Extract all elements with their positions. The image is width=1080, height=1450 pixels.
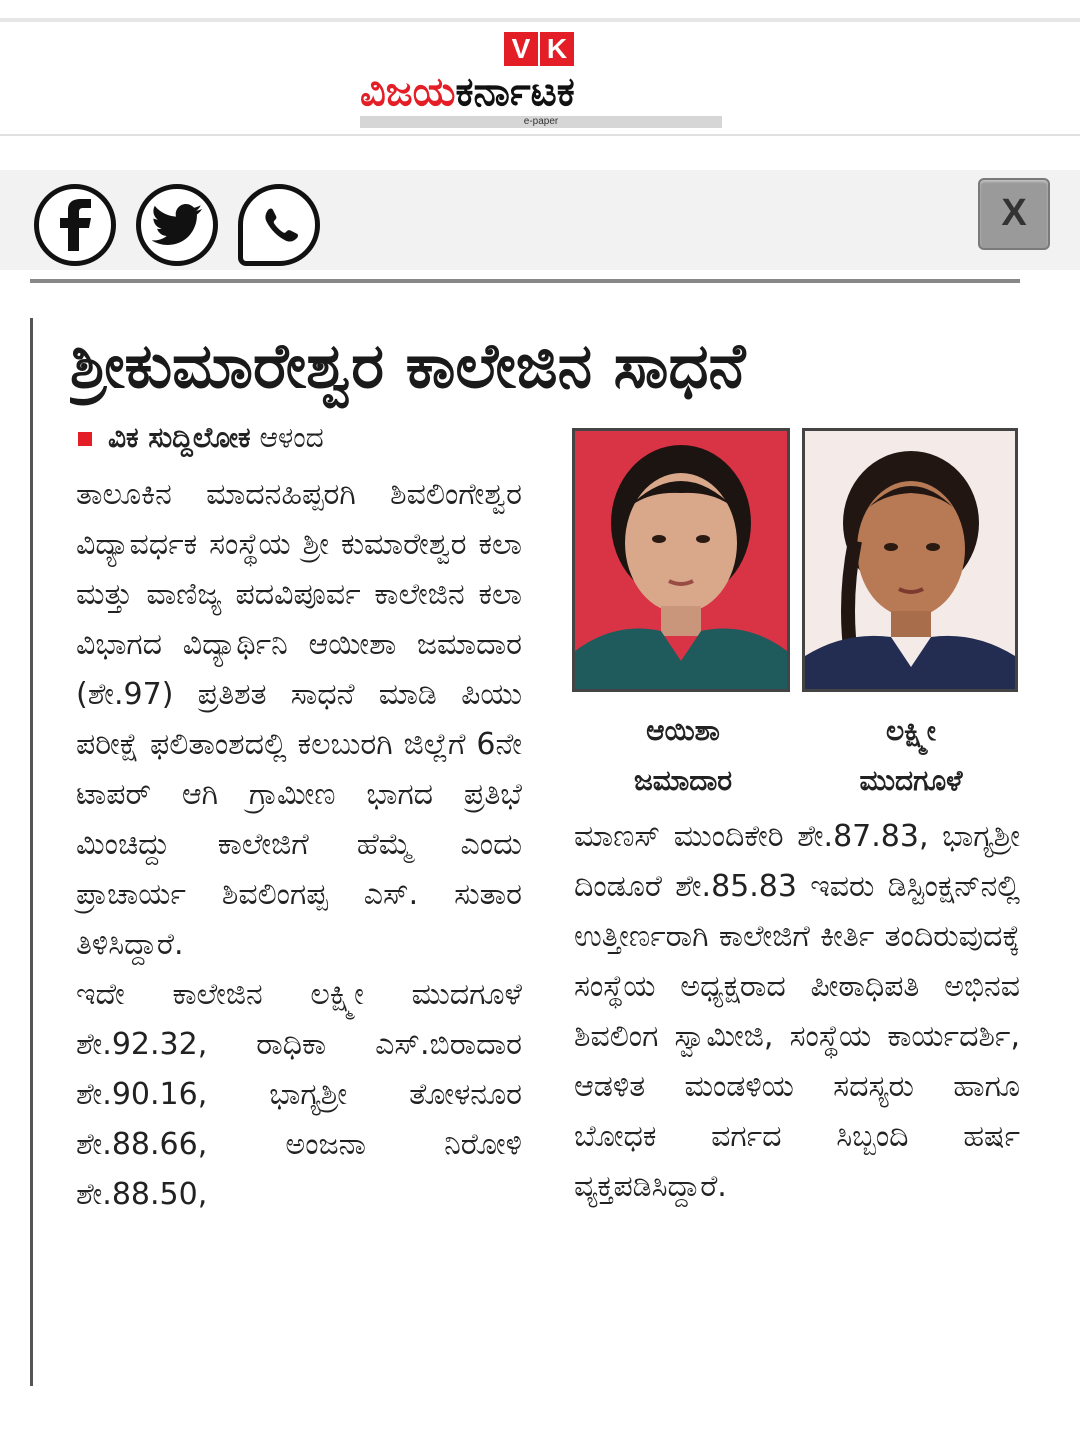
epaper-header	[0, 0, 1080, 138]
vijaya-karnataka-logo[interactable]	[360, 30, 722, 126]
caption-last-name: ಮುದಗೂಳೆ	[859, 764, 963, 797]
student-photo-ayisha	[572, 428, 790, 692]
student-photo-lakshmi	[802, 428, 1018, 692]
facebook-share-button[interactable]	[34, 184, 116, 266]
byline-place: ಆಳಂದ	[259, 421, 324, 454]
caption-first-name: ಆಯಿಶಾ	[646, 714, 720, 747]
article-paragraph: ಮಾಣಸ್ ಮುಂದಿಕೇರಿ ಶೇ.87.83, ಭಾಗ್ಯಶ್ರೀ ದಿಂಡೂರೆ ಶೇ.85.83 ಇವರು ಡಿಸ್ಟಿಂಕ್ಷನ್‌ನಲ್ಲಿ ಉತ್ತೀರ್ಣರಾಗಿ ಕಾಲೇಜಿಗೆ ಕೀರ್ತಿ ತಂದಿರುವುದಕ್ಕೆ ಸಂಸ್ಥೆಯ ಅಧ್ಯಕ್ಷರಾದ ಪೀಠಾಧಿಪತಿ ಅಭಿನವ ಶಿವಲಿಂಗ ಸ್ವಾಮೀಜಿ, ಸಂಸ್ಥೆಯ ಕಾರ್ಯದರ್ಶಿ, ಆಡಳಿತ ಮಂಡಳಿಯ ಸದಸ್ಯರು ಹಾಗೂ ಬೋಧಕ ವರ್ಗದ ಸಿಬ್ಬಂದಿ ಹರ್ಷ ವ್ಯಕ್ತಪಡಿಸಿದ್ದಾರೆ.	[574, 819, 1020, 1204]
column-rule	[30, 318, 33, 1386]
facebook-icon	[55, 199, 95, 251]
header-bottom-line	[0, 134, 1080, 136]
article-paragraph: ಇದೇ ಕಾಲೇಜಿನ ಲಕ್ಷ್ಮೀ ಮುದಗೂಳೆ ಶೇ.92.32, ರಾಧಿಕಾ ಎಸ್.ಬಿರಾದಾರ ಶೇ.90.16, ಭಾಗ್ಯಶ್ರೀ ತೋಳನೂರ ಶೇ.88.66, ಅಂಜನಾ ನಿರೋಳಿ ಶೇ.88.50,	[76, 977, 522, 1212]
logo-epaper-label: e-paper	[360, 116, 722, 128]
logo-k: K	[540, 32, 574, 66]
whatsapp-icon	[256, 202, 302, 248]
logo-word-vijaya: ವಿಜಯ	[360, 69, 456, 115]
whatsapp-share-button[interactable]	[238, 184, 320, 266]
student-portrait-2	[805, 431, 1015, 689]
logo-v: V	[504, 32, 538, 66]
student-portrait-1	[575, 431, 787, 689]
photo-caption-1	[578, 706, 788, 806]
section-divider	[30, 279, 1020, 283]
logo-vk-badge	[504, 32, 574, 66]
close-button[interactable]: X	[978, 178, 1050, 250]
article-paragraph: ತಾಲೂಕಿನ ಮಾದನಹಿಪ್ಪರಗಿ ಶಿವಲಿಂಗೇಶ್ವರ ವಿದ್ಯಾವರ್ಧಕ ಸಂಸ್ಥೆಯ ಶ್ರೀ ಕುಮಾರೇಶ್ವರ ಕಲಾ ಮತ್ತು ವಾಣಿಜ್ಯ ಪದವಿಪೂರ್ವ ಕಾಲೇಜಿನ ಕಲಾ ವಿಭಾಗದ ವಿದ್ಯಾರ್ಥಿನಿ ಆಯೀಶಾ ಜಮಾದಾರ (ಶೇ.97) ಪ್ರತಿಶತ ಸಾಧನೆ ಮಾಡಿ ಪಿಯು ಪರೀಕ್ಷೆ ಫಲಿತಾಂಶದಲ್ಲಿ ಕಲಬುರಗಿ ಜಿಲ್ಲೆಗೆ 6ನೇ ಟಾಪರ್ ಆಗಿ ಗ್ರಾಮೀಣ ಭಾಗದ ಪ್ರತಿಭೆ ಮಿಂಚಿದ್ದು ಕಾಲೇಜಿಗೆ ಹೆಮ್ಮೆ ಎಂದು ಪ್ರಾಚಾರ್ಯ ಶಿವಲಿಂಗಪ್ಪ ಎಸ್. ಸುತಾರ ತಿಳಿಸಿದ್ದಾರೆ.	[76, 477, 522, 962]
share-bar	[0, 170, 1080, 270]
article-column-right	[574, 812, 1020, 1372]
twitter-icon	[152, 204, 202, 246]
caption-first-name: ಲಕ್ಷ್ಮೀ	[886, 714, 936, 747]
article-column-left	[76, 470, 522, 1370]
twitter-share-button[interactable]	[136, 184, 218, 266]
news-clipping	[30, 318, 1020, 1390]
article-byline	[78, 418, 548, 458]
caption-last-name: ಜಮಾದಾರ	[633, 764, 733, 797]
logo-word-karnataka: ಕರ್ನಾಟಕ	[455, 69, 575, 115]
logo-wordmark	[360, 66, 722, 118]
photo-caption-2	[806, 706, 1016, 806]
byline-source: ವಿಕ ಸುದ್ದಿಲೋಕ	[108, 421, 251, 454]
header-top-line	[0, 18, 1080, 22]
article-headline: ಶ್ರೀಕುಮಾರೇಶ್ವರ ಕಾಲೇಜಿನ ಸಾಧನೆ	[70, 329, 746, 402]
page-footer-space	[0, 1392, 1080, 1450]
byline-marker	[78, 432, 92, 446]
